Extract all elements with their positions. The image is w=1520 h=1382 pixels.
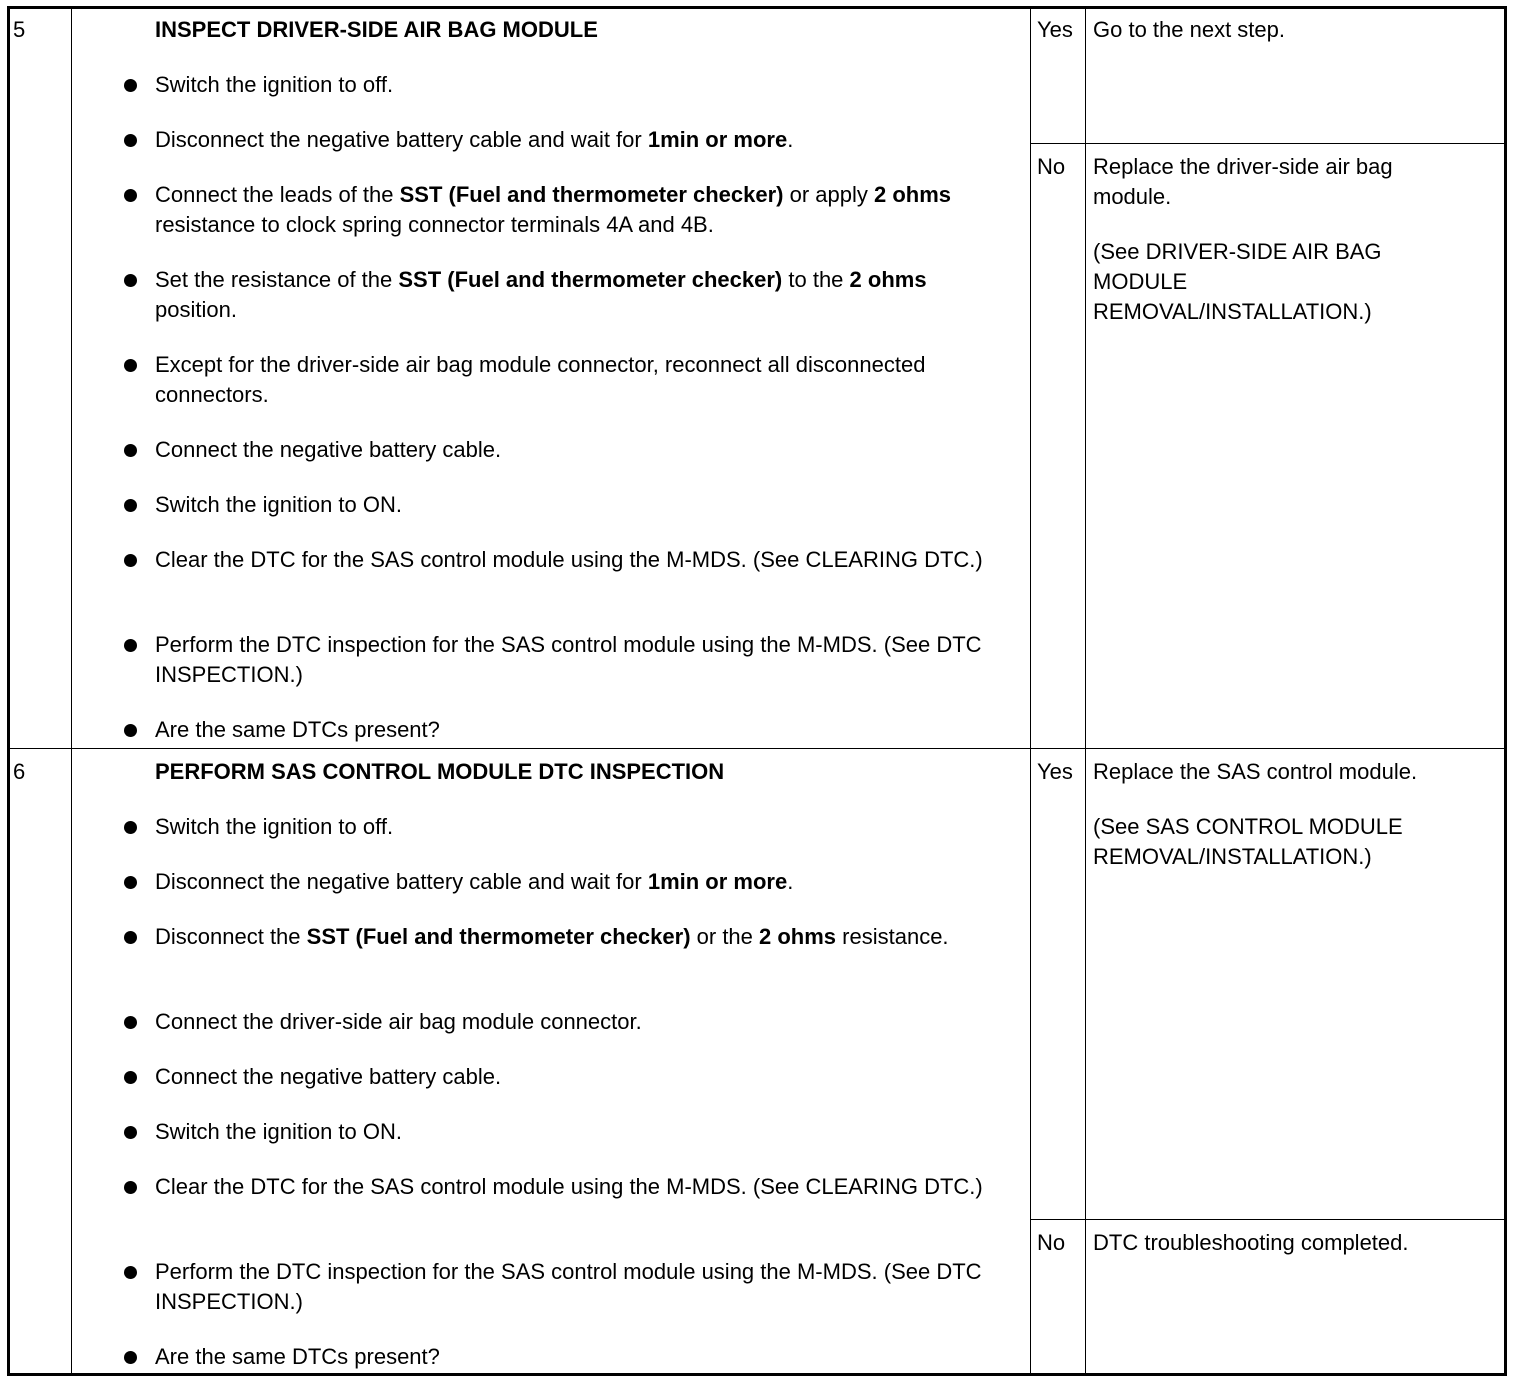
column-divider-answer xyxy=(1030,9,1031,1373)
result-action: Go to the next step. xyxy=(1093,17,1286,42)
result-action: Replace the SAS control module. (See SAS CONTROL MODULE REMOVAL/INSTALLATION.) xyxy=(1093,759,1418,869)
step-title: INSPECT DRIVER-SIDE AIR BAG MODULE xyxy=(155,17,598,42)
step-bullet: Except for the driver-side air bag module connector, reconnect all disconnected connectors. xyxy=(155,350,1005,410)
step-bullet: Connect the negative battery cable. xyxy=(155,1062,1005,1092)
step-bullet: Connect the negative battery cable. xyxy=(155,435,1005,465)
answer-no: No xyxy=(1037,1230,1066,1255)
result-action: Replace the driver-side air bag module. (See DRIVER-SIDE AIR BAG MODULE REMOVAL/INSTALLATION.) xyxy=(1093,154,1393,324)
step-bullet: Switch the ignition to ON. xyxy=(155,490,1005,520)
result-divider-step6 xyxy=(1030,1219,1504,1220)
answer-no: No xyxy=(1037,154,1066,179)
step-bullet: Switch the ignition to off. xyxy=(155,812,1005,842)
step-number: 5 xyxy=(13,17,26,42)
troubleshooting-table xyxy=(7,6,1507,1376)
column-divider-step xyxy=(71,9,72,1373)
step-bullet: Set the resistance of the SST (Fuel and thermometer checker) to the 2 ohms position. xyxy=(155,265,1005,325)
step-bullet: Perform the DTC inspection for the SAS control module using the M-MDS. (See DTC INSPECTION.) xyxy=(155,630,1005,690)
step-number: 6 xyxy=(13,759,26,784)
step-bullet: Clear the DTC for the SAS control module using the M-MDS. (See CLEARING DTC.) xyxy=(155,1172,1005,1202)
result-divider-step5 xyxy=(1030,143,1504,144)
column-divider-action xyxy=(1085,9,1086,1373)
step-bullet: Disconnect the negative battery cable and wait for 1min or more. xyxy=(155,867,1005,897)
step-bullet: Switch the ignition to off. xyxy=(155,70,1005,100)
answer-yes: Yes xyxy=(1037,17,1073,42)
result-action: DTC troubleshooting completed. xyxy=(1093,1230,1409,1255)
step-bullet: Are the same DTCs present? xyxy=(155,715,1005,745)
step-title: PERFORM SAS CONTROL MODULE DTC INSPECTION xyxy=(155,759,725,784)
step-bullet: Disconnect the SST (Fuel and thermometer checker) or the 2 ohms resistance. xyxy=(155,922,1005,952)
step-bullet: Connect the leads of the SST (Fuel and thermometer checker) or apply 2 ohms resistance to clock spring connector terminals 4A and 4B. xyxy=(155,180,1005,240)
step-bullet: Perform the DTC inspection for the SAS control module using the M-MDS. (See DTC INSPECTION.) xyxy=(155,1257,1005,1317)
step-bullet: Are the same DTCs present? xyxy=(155,1342,1005,1372)
step-bullet: Connect the driver-side air bag module connector. xyxy=(155,1007,1005,1037)
step-bullet: Disconnect the negative battery cable and wait for 1min or more. xyxy=(155,125,1005,155)
step-bullet: Switch the ignition to ON. xyxy=(155,1117,1005,1147)
row-divider-step5 xyxy=(10,748,1504,749)
answer-yes: Yes xyxy=(1037,759,1073,784)
step-bullet: Clear the DTC for the SAS control module using the M-MDS. (See CLEARING DTC.) xyxy=(155,545,1005,575)
